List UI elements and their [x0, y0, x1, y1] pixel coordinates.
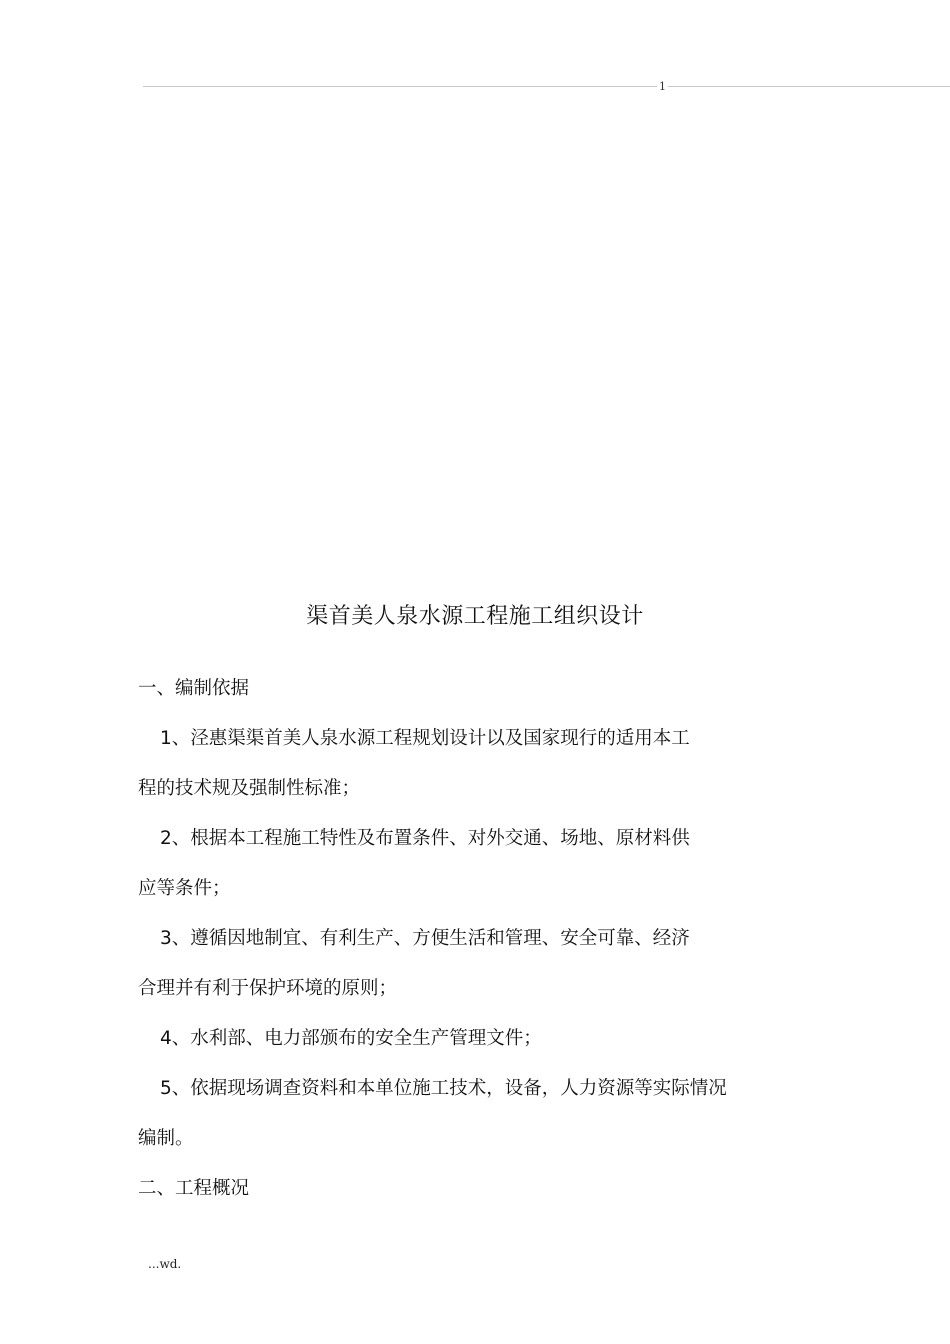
document-body: [138, 671, 828, 1221]
page-number: 1: [659, 80, 666, 93]
list-item-continuation: 编制。: [138, 1128, 194, 1149]
list-item-continuation: 应等条件；: [138, 878, 231, 899]
section-heading-overview: 二、工程概况: [138, 1178, 250, 1199]
list-item-line: 2、根据本工程施工特性及布置条件、对外交通、场地、原材料供: [160, 828, 690, 849]
list-item-continuation: 合理并有利于保护环境的原则；: [138, 978, 398, 999]
list-item-line: 4、水利部、电力部颁布的安全生产管理文件；: [160, 1028, 542, 1049]
document-title: 渠首美人泉水源工程施工组织设计: [306, 604, 644, 629]
list-item-continuation: 程的技术规及强制性标准；: [138, 778, 361, 799]
section-heading-basis: 一、编制依据: [138, 678, 250, 699]
list-item-line: 3、遵循因地制宜、有利生产、方便生活和管理、安全可靠、经济: [160, 928, 690, 949]
footer-text: ...wd.: [148, 1257, 182, 1271]
list-item-line: 5、依据现场调查资料和本单位施工技术，设备，人力资源等实际情况: [160, 1078, 727, 1099]
header-rule: [143, 86, 950, 87]
list-item-line: 1、泾惠渠渠首美人泉水源工程规划设计以及国家现行的适用本工: [160, 728, 690, 749]
